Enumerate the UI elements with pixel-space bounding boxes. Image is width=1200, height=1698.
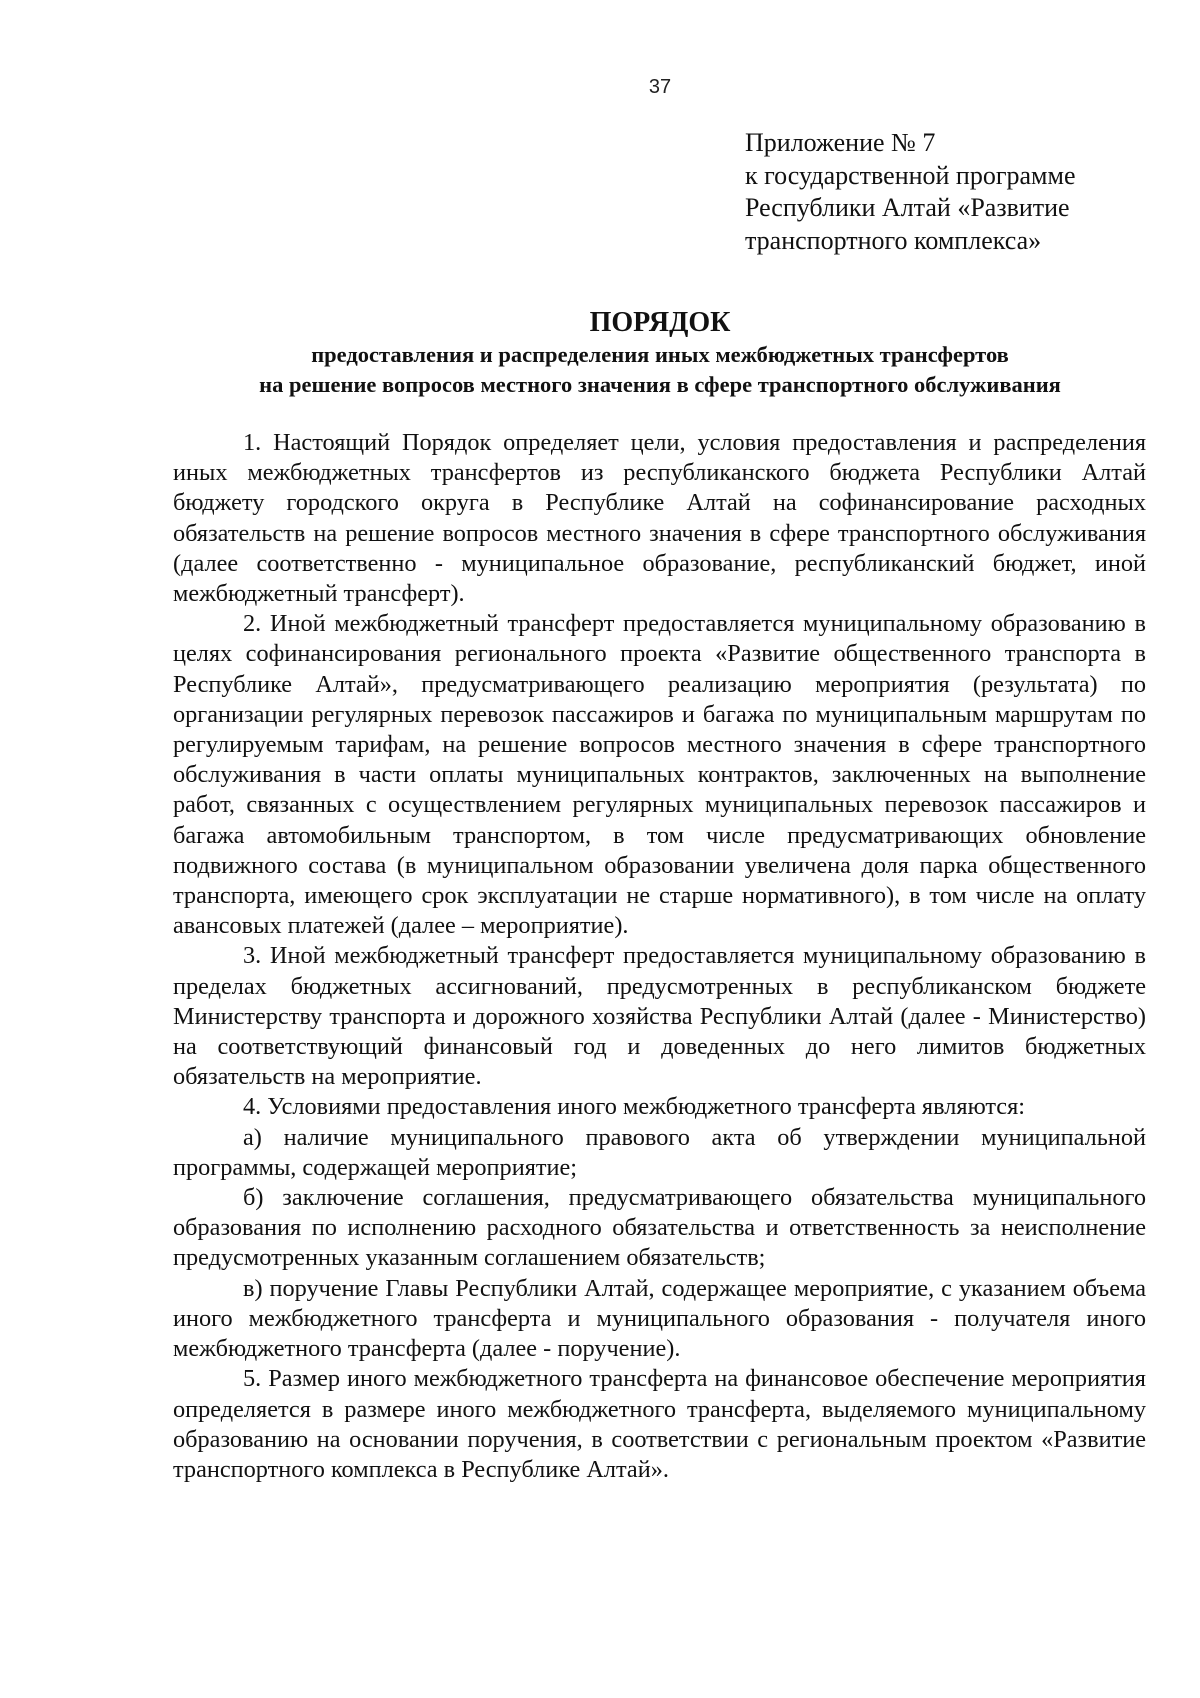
appendix-line: к государственной программе [745, 160, 1076, 190]
appendix-line: транспортного комплекса» [745, 225, 1042, 255]
page-number: 37 [648, 76, 672, 98]
paragraph-4: 4. Условиями предоставления иного межбюджетного трансферта являются: [243, 1093, 1026, 1121]
paragraph-2: 2. Иной межбюджетный трансферт предоставляется муниципальному образованию в целях софинансирования регионального проекта «Развитие общественного транспорта в Республике Алтай», предусматривающего реализацию мероприятия (результата) по организации регулярных перевозок пассажиров и багажа по муниципальным маршрутам по регулируемым тарифам, на решение вопросов местного значения в сфере транспортного обслуживания в части оплаты муниципальных контрактов, заключенных на выполнение работ, связанных с осуществлением регулярных муниципальных перевозок пассажиров и багажа автомобильным транспортом, в том числе предусматривающих обновление подвижного состава (в муниципальном образовании увеличена доля парка общественного транспорта, имеющего срок эксплуатации не старше нормативного), в том числе на оплату авансовых платежей (далее – мероприятие). [173, 610, 1146, 940]
document-title: ПОРЯДОК [589, 307, 731, 338]
appendix-note [745, 127, 1165, 257]
document-body [173, 428, 1146, 1485]
paragraph-3: 3. Иной межбюджетный трансферт предоставляется муниципальному образованию в пределах бюджетных ассигнований, предусмотренных в республиканском бюджете Министерству транспорта и дорожного хозяйства Республики Алтай (далее - Министерство) на соответствующий финансовый год и доведенных до него лимитов бюджетных обязательств на мероприятие. [173, 942, 1146, 1091]
document-subtitle-line: предоставления и распределения иных межбюджетных трансфертов [311, 342, 1009, 367]
paragraph-5: 5. Размер иного межбюджетного трансферта на финансовое обеспечение мероприятия определяется в размере иного межбюджетного трансферта, выделяемого муниципальному образованию на основании поручения, в соответствии с региональным проектом «Развитие транспортного комплекса в Республике Алтай». [173, 1365, 1146, 1483]
paragraph-4b: б) заключение соглашения, предусматривающего обязательства муниципального образования по исполнению расходного обязательства и ответственность за неисполнение предусмотренных указанным соглашением обязательств; [173, 1184, 1146, 1272]
paragraph-4a: а) наличие муниципального правового акта об утверждении муниципальной программы, содержащей мероприятие; [173, 1123, 1146, 1181]
paragraph-1: 1. Настоящий Порядок определяет цели, условия предоставления и распределения иных межбюджетных трансфертов из республиканского бюджета Республики Алтай бюджету городского округа в Республике Алтай на софинансирование расходных обязательств на решение вопросов местного значения в сфере транспортного обслуживания (далее соответственно - муниципальное образование, республиканский бюджет, иной межбюджетный трансферт). [173, 429, 1146, 608]
paragraph-4c: в) поручение Главы Республики Алтай, содержащее мероприятие, с указанием объема иного межбюджетного трансферта и муниципального образования - получателя иного межбюджетного трансферта (далее - поручение). [173, 1274, 1146, 1363]
document-subtitle-line: на решение вопросов местного значения в сфере транспортного обслуживания [259, 372, 1061, 397]
appendix-line: Приложение № 7 [745, 128, 936, 157]
appendix-line: Республики Алтай «Развитие [745, 193, 1070, 222]
document-heading [170, 306, 1150, 400]
